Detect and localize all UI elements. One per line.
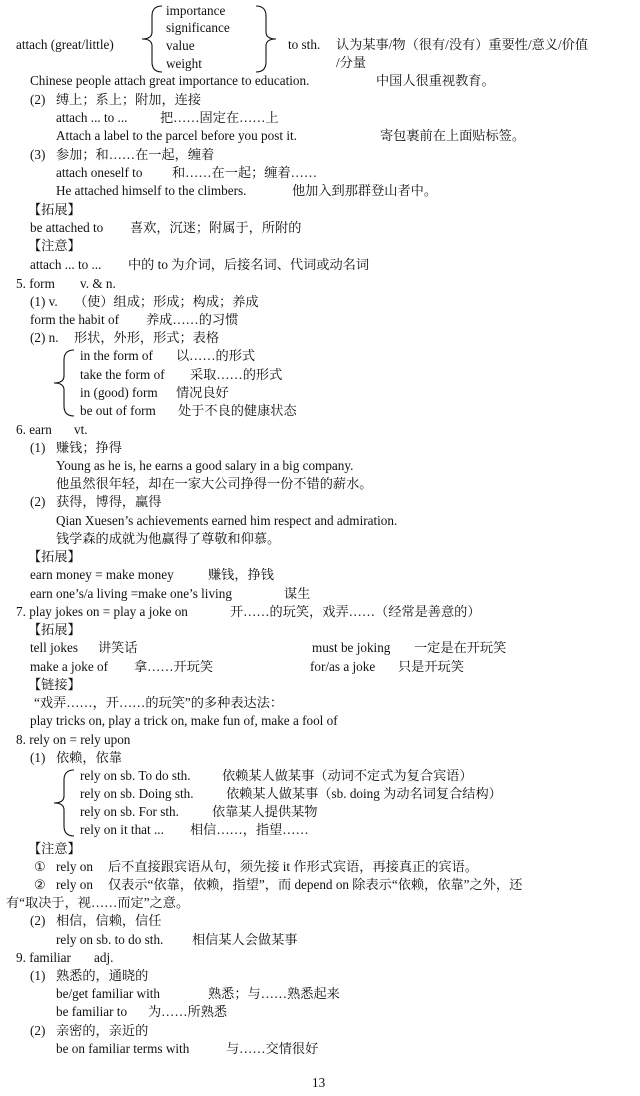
rely-s2-phrase-meaning: 相信某人会做某事 [192,932,298,947]
earn-pos: vt. [74,422,88,437]
rely-phrase-meaning: 依靠某人提供某物 [212,804,318,819]
rely-phrase-meaning: 依赖某人做某事（动词不定式为复合宾语） [222,768,473,783]
earn-ext2-en: earn one’s/a living =make one’s living [30,586,232,601]
left-brace-icon [46,768,76,838]
form-s1-meaning: （使）组成；形成；构成；养成 [74,294,259,309]
attach-meaning-1: 认为某事/物（很有/没有）重要性/意义/价值 [336,37,589,52]
earn-s1-meaning: 赚钱；挣得 [56,440,122,455]
rely-s1-meaning: 依赖，依靠 [56,750,122,765]
form-phrase-meaning: 采取……的形式 [190,367,283,382]
earn-s2-example-en: Qian Xuesen’s achievements earned him respect and admiration. [56,513,398,528]
earn-s2-meaning: 获得，博得，赢得 [56,494,162,509]
joke-ext-en: make a joke of [30,659,108,674]
rely-phrase: rely on sb. Doing sth. [80,786,194,801]
earn-ext2-zh: 谋生 [284,586,311,601]
form-phrase-meaning: 以……的形式 [176,348,256,363]
familiar-s2-meaning: 亲密的，亲近的 [56,1023,149,1038]
earn-head: 6. earn [16,422,52,437]
form-s1-num: (1) v. [30,294,58,309]
rely-note1-mark: ① [34,859,46,874]
form-phrase: be out of form [80,403,156,418]
attach-note-zh: 中的 to 为介词，后接名词、代词或动名词 [128,257,370,272]
attach-option-significance: significance [166,20,230,35]
familiar-s2-p-en: be on familiar terms with [56,1041,190,1056]
earn-ext1-en: earn money = make money [30,567,174,582]
earn-s1-example-en: Young as he is, he earns a good salary in a big company. [56,458,354,473]
joke-ext-zh: 讲笑话 [98,640,138,655]
attach-s2-meaning: 缚上；系上；附加，连接 [56,92,202,107]
attach-s3-num: (3) [30,147,46,162]
rely-phrase: rely on sb. For sth. [80,804,179,819]
form-phrase: take the form of [80,367,165,382]
familiar-s2-num: (2) [30,1023,46,1038]
form-s2-num: (2) n. [30,330,59,345]
form-phrase-meaning: 处于不良的健康状态 [178,403,297,418]
section-header: 【注意】 [28,238,81,253]
attach-s3-meaning: 参加；和……在一起，缠着 [56,147,215,162]
attach-example-en: Chinese people attach great importance to education. [30,73,310,88]
joke-meaning: 开……的玩笑，戏弄……（经常是善意的） [230,604,481,619]
earn-s1-example-zh: 他虽然很年轻，却在一家大公司挣得一份不错的薪水。 [56,476,373,491]
attach-ext-phrase: be attached to [30,220,104,235]
rely-phrase: rely on sb. To do sth. [80,768,191,783]
earn-s1-num: (1) [30,440,46,455]
joke-ext-zh: 一定是在开玩笑 [414,640,507,655]
joke-ext-en: for/as a joke [310,659,376,674]
joke-ext-en: must be joking [312,640,391,655]
attach-example-zh: 中国人很重视教育。 [376,73,495,88]
attach-s3-phrase: attach oneself to [56,165,143,180]
form-s1-phrase-meaning: 养成……的习惯 [146,312,239,327]
familiar-pos: adj. [94,950,114,965]
page-number: 13 [312,1075,326,1090]
familiar-s1-num: (1) [30,968,46,983]
attach-tail: to sth. [288,37,321,52]
attach-lead: attach (great/little) [16,37,114,52]
joke-ext-zh: 拿……开玩笑 [134,659,214,674]
attach-s2-example-en: Attach a label to the parcel before you post it. [56,128,297,143]
section-header: 【拓展】 [28,549,81,564]
form-s2-meaning: 形状，外形，形式；表格 [74,330,220,345]
joke-ext-zh: 只是开玩笑 [398,659,464,674]
joke-head: 7. play jokes on = play a joke on [16,604,188,619]
form-phrase: in (good) form [80,385,158,400]
earn-s2-num: (2) [30,494,46,509]
form-head: 5. form [16,276,55,291]
attach-ext-meaning: 喜欢，沉迷；附属于，所附的 [130,220,302,235]
familiar-s1-p2-zh: 为……所熟悉 [148,1004,228,1019]
attach-s3-phrase-meaning: 和……在一起；缠着…… [172,165,318,180]
rely-note2-b: 仅表示“依靠，依赖，指望”，而 depend on 除表示“依赖，依靠”之外，还 [108,877,523,892]
rely-note2-mark: ② [34,877,46,892]
section-header: 【拓展】 [28,202,81,217]
attach-option-importance: importance [166,3,226,18]
attach-s2-phrase: attach ... to ... [56,110,128,125]
rely-s2-meaning: 相信，信赖，信任 [56,913,162,928]
rely-phrase-meaning: 相信……，指望…… [190,822,309,837]
attach-s2-num: (2) [30,92,46,107]
familiar-s1-p1-zh: 熟悉；与……熟悉起来 [208,986,340,1001]
attach-s3-example-zh: 他加入到那群登山者中。 [292,183,438,198]
form-pos: v. & n. [80,276,116,291]
rely-note2-c: 有“取决于，视……而定”之意。 [6,895,190,910]
rely-s2-num: (2) [30,913,46,928]
attach-s2-example-zh: 寄包裹前在上面贴标签。 [380,128,526,143]
attach-s2-phrase-meaning: 把……固定在……上 [160,110,279,125]
rely-s1-num: (1) [30,750,46,765]
left-brace-icon [46,348,76,418]
attach-note-en: attach ... to ... [30,257,102,272]
rely-note1-b: 后不直接跟宾语从句，须先接 it 作形式宾语，再接真正的宾语。 [108,859,478,874]
joke-ext-en: tell jokes [30,640,78,655]
familiar-s1-p2-en: be familiar to [56,1004,128,1019]
joke-link-list: play tricks on, play a trick on, make fun of, make a fool of [30,713,338,728]
rely-s2-phrase: rely on sb. to do sth. [56,932,164,947]
rely-phrase-meaning: 依赖某人做某事（sb. doing 为动名词复合结构） [226,786,502,801]
joke-link-intro: “戏弄……，开……的玩笑”的多种表达法： [34,695,284,710]
attach-s3-example-en: He attached himself to the climbers. [56,183,247,198]
rely-phrase: rely on it that ... [80,822,164,837]
form-phrase-meaning: 情况良好 [176,385,229,400]
attach-option-value: value [166,38,195,53]
section-header: 【链接】 [28,677,81,692]
familiar-head: 9. familiar [16,950,71,965]
earn-ext1-zh: 赚钱，挣钱 [208,567,274,582]
form-s1-phrase: form the habit of [30,312,119,327]
rely-note1-a: rely on [56,859,93,874]
earn-s2-example-zh: 钱学森的成就为他赢得了尊敬和仰慕。 [56,531,281,546]
familiar-s1-p1-en: be/get familiar with [56,986,160,1001]
right-brace-icon [252,4,286,74]
attach-option-weight: weight [166,56,202,71]
section-header: 【拓展】 [28,622,81,637]
rely-head: 8. rely on = rely upon [16,732,131,747]
familiar-s1-meaning: 熟悉的，通晓的 [56,968,149,983]
form-phrase: in the form of [80,348,153,363]
left-brace-icon [132,4,166,74]
attach-meaning-2: /分量 [336,55,367,70]
section-header: 【注意】 [28,841,81,856]
rely-note2-a: rely on [56,877,93,892]
familiar-s2-p-zh: 与……交情很好 [226,1041,319,1056]
